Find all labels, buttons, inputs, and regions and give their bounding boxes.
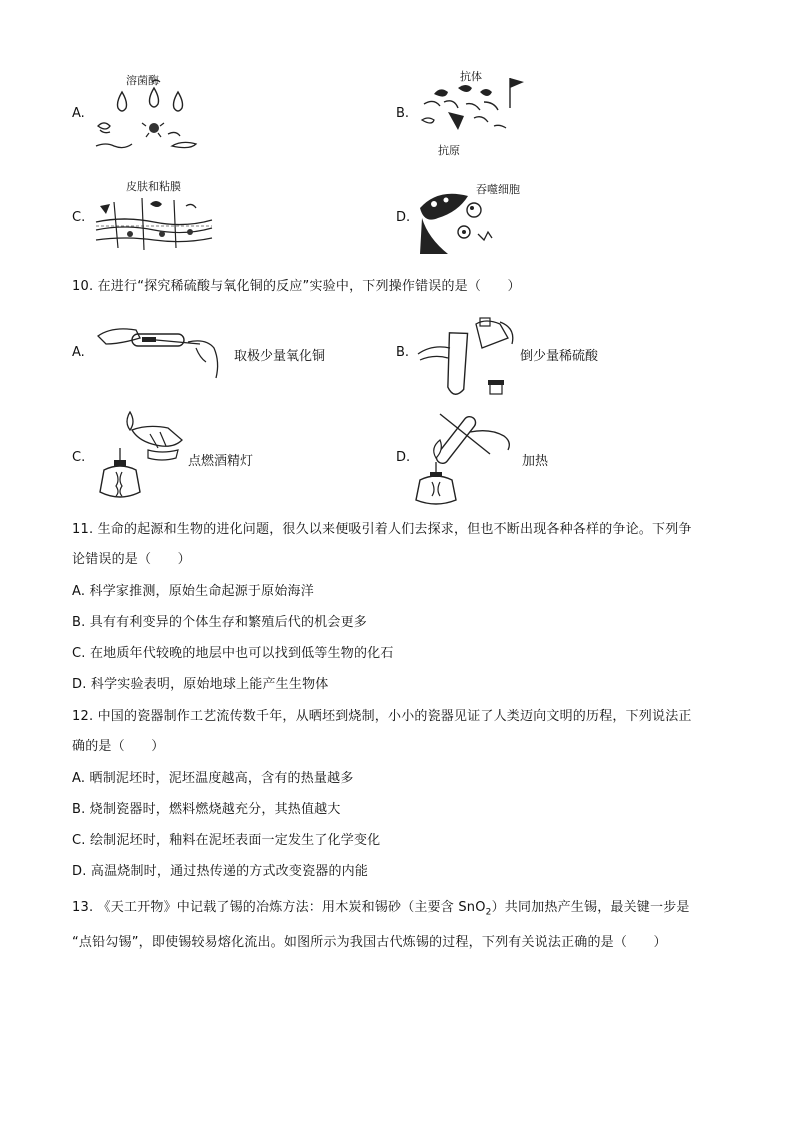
heating-test-tube-illustration	[414, 406, 518, 506]
phagocyte-illustration	[418, 188, 498, 256]
q9-option-b-label-bottom: 抗原	[438, 144, 460, 157]
q9-option-d-label: 吞噬细胞	[476, 183, 520, 196]
q11-option-c: C. 在地质年代较晚的地层中也可以找到低等生物的化石	[72, 646, 394, 661]
skin-mucosa-illustration	[94, 192, 214, 260]
q9-option-b-letter: B.	[396, 106, 410, 121]
q10-option-c-caption: 点燃酒精灯	[188, 454, 254, 469]
q13-stem-line1-pre: 13. 《天工开物》中记载了锡的冶炼方法：用木炭和锡砂（主要含 SnO	[72, 900, 486, 915]
q13-stem-line1-post: ）共同加热产生锡，最关键一步是	[491, 900, 690, 915]
antibody-antigen-illustration	[414, 74, 524, 142]
lysozyme-illustration	[94, 86, 204, 154]
q10-option-b-caption: 倒少量稀硫酸	[520, 349, 599, 364]
q10-option-c-letter: C.	[72, 450, 86, 465]
q13-stem-line2: “点铅勾锡”，即使锡较易熔化流出。如图所示为我国古代炼锡的过程，下列有关说法正确的是（ ）	[72, 935, 667, 950]
q9-option-d-letter: D.	[396, 210, 411, 225]
pour-sulfuric-acid-illustration	[416, 318, 520, 404]
q9-option-c-letter: C.	[72, 210, 86, 225]
q13-stem-line1-sub: 2	[485, 907, 492, 918]
q12-option-b: B. 烧制瓷器时，燃料燃烧越充分，其热值越大	[72, 802, 341, 817]
q10-option-a-caption: 取极少量氧化铜	[234, 349, 326, 364]
q12-option-c: C. 绘制泥坯时，釉料在泥坯表面一定发生了化学变化	[72, 833, 381, 848]
q11-option-a: A. 科学家推测，原始生命起源于原始海洋	[72, 584, 314, 599]
q12-stem-line1: 12. 中国的瓷器制作工艺流传数千年，从晒坯到烧制，小小的瓷器见证了人类迈向文明的历程，下列说法正	[72, 709, 692, 724]
scoop-copper-oxide-illustration	[96, 322, 226, 380]
q12-stem-line2: 确的是（ ）	[72, 739, 165, 754]
q11-stem-line2: 论错误的是（ ）	[72, 552, 191, 567]
q11-stem-line1: 11. 生命的起源和生物的进化问题，很久以来便吸引着人们去探求，但也不断出现各种各样的争论。下列争	[72, 522, 692, 537]
q9-option-b-label-top: 抗体	[460, 70, 482, 83]
q10-option-b-letter: B.	[396, 345, 410, 360]
q10-option-d-letter: D.	[396, 450, 411, 465]
q9-option-a-label: 溶菌酶	[126, 74, 159, 87]
q9-option-c-label: 皮肤和粘膜	[126, 180, 181, 193]
q9-option-a-letter: A.	[72, 106, 85, 121]
q13-stem-line1	[72, 896, 690, 918]
q10-option-d-caption: 加热	[522, 454, 549, 469]
q11-option-d: D. 科学实验表明，原始地球上能产生生物体	[72, 677, 329, 692]
light-alcohol-lamp-illustration	[92, 410, 188, 502]
q11-option-b: B. 具有有利变异的个体生存和繁殖后代的机会更多	[72, 615, 367, 630]
q10-option-a-letter: A.	[72, 345, 85, 360]
q12-option-d: D. 高温烧制时，通过热传递的方式改变瓷器的内能	[72, 864, 369, 879]
q12-option-a: A. 晒制泥坯时，泥坯温度越高，含有的热量越多	[72, 771, 354, 786]
q10-stem: 10. 在进行“探究稀硫酸与氧化铜的反应”实验中，下列操作错误的是（ ）	[72, 279, 521, 294]
